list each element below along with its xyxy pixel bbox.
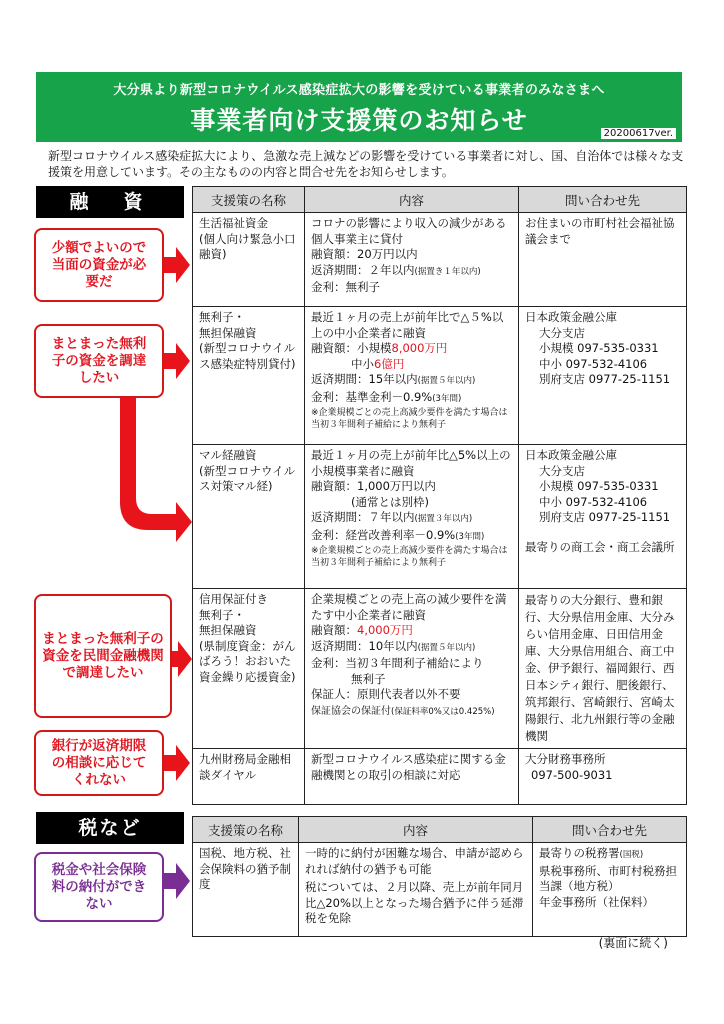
callout-interest-free: まとまった無利子の資金を調達したい bbox=[34, 324, 164, 398]
support-contact: 日本政策金融公庫 大分支店 小規模 097-535-0331 中小 097-532-4106 別府支店 0977-25-1151 最寄りの商工会・商工会議所 bbox=[519, 445, 687, 589]
footer-continued: (裏面に続く) bbox=[598, 936, 668, 950]
support-content: 最近１ヶ月の売上が前年比△5%以上の小規模事業者に融資 融資額：1,000万円以内 (通常とは別枠) 返済期間：７年以内(据置３年以内) 金利：経営改善利率－0.9%(3年間) ※企業規模ごとの売上高減少要件を満たす場合は当初３年間利子補給により無利子 bbox=[305, 445, 519, 589]
support-content: 一時的に納付が困難な場合、申請が認められれば納付の猶予も可能 税については、２月以降、売上が前年同月比△20%以上となった場合猶予に伴う延滞税を免除 bbox=[299, 843, 533, 937]
support-name: 信用保証付き 無利子・ 無担保融資 (県制度資金：がんばろう！おおいた資金繰り応援資金) bbox=[193, 589, 305, 749]
table-row bbox=[193, 445, 687, 589]
arrow-right-icon bbox=[164, 343, 190, 379]
support-contact: 日本政策金融公庫 大分支店 小規模 097-535-0331 中小 097-532-4106 別府支店 0977-25-1151 bbox=[519, 307, 687, 445]
support-contact: お住まいの市町村社会福祉協議会まで bbox=[519, 213, 687, 307]
section-label-loans: 融 資 bbox=[36, 186, 184, 218]
support-contact: 大分財務事務所 097-500-9031 bbox=[519, 749, 687, 805]
col-header-content: 内容 bbox=[305, 187, 519, 213]
table-row bbox=[193, 843, 687, 937]
col-header-content: 内容 bbox=[299, 817, 533, 843]
callout-private-bank: まとまった無利子の資金を民間金融機関で調達したい bbox=[34, 594, 172, 718]
table-row bbox=[193, 749, 687, 805]
callout-small-funds: 少額でよいので当面の資金が必要だ bbox=[34, 228, 164, 302]
support-content: 最近１ヶ月の売上が前年比で△５%以上の中小企業者に融資 融資額：小規模8,000万円 中小6億円 返済期間：15年以内(据置５年以内) 金利：基準金利－0.9%(3年間) ※企業規模ごとの売上高減少要件を満たす場合は当初３年間利子補給により無利子 bbox=[305, 307, 519, 445]
col-header-name: 支援策の名称 bbox=[193, 817, 299, 843]
loans-table bbox=[192, 186, 687, 805]
support-content: 新型コロナウイルス感染症に関する金融機関との取引の相談に対応 bbox=[305, 749, 519, 805]
support-name: マル経融資 (新型コロナウイルス対策マル経) bbox=[193, 445, 305, 589]
version-label: 20200617ver. bbox=[601, 128, 676, 139]
table-row bbox=[193, 589, 687, 749]
support-content: コロナの影響により収入の減少がある個人事業主に貸付 融資額：20万円以内 返済期間：２年以内(据置き１年以内) 金利：無利子 bbox=[305, 213, 519, 307]
table-row bbox=[193, 307, 687, 445]
support-name: 九州財務局金融相談ダイヤル bbox=[193, 749, 305, 805]
intro-text: 新型コロナウイルス感染症拡大により、急激な売上減などの影響を受けている事業者に対し、国、自治体では様々な支援策を用意しています。その主なものの内容と問合せ先をお知らせします。 bbox=[48, 149, 684, 179]
header-banner bbox=[36, 72, 682, 142]
support-name: 無利子・ 無担保融資 (新型コロナウイルス感染症特別貸付) bbox=[193, 307, 305, 445]
support-contact: 最寄りの大分銀行、豊和銀行、大分県信用金庫、大分みらい信用金庫、日田信用金庫、大分県信用組合、商工中金、伊予銀行、福岡銀行、西日本シティ銀行、肥後銀行、筑邦銀行、宮崎銀行、宮崎太陽銀行、北九州銀行等の金融機関 bbox=[519, 589, 687, 749]
arrow-right-icon bbox=[164, 247, 190, 283]
section-label-tax: 税など bbox=[36, 812, 184, 844]
col-header-contact: 問い合わせ先 bbox=[533, 817, 687, 843]
support-name: 国税、地方税、社会保険料の猶予制度 bbox=[193, 843, 299, 937]
support-content: 企業規模ごとの売上高の減少要件を満たす中小企業者に融資 融資額：4,000万円 返済期間：10年以内(据置５年以内) 金利：当初３年間利子補給により 無利子 保証人：原則代表者以外不要 保証協会の保証付(保証料率0%又は0.425%) bbox=[305, 589, 519, 749]
col-header-name: 支援策の名称 bbox=[193, 187, 305, 213]
callout-tax-payment: 税金や社会保険料の納付ができない bbox=[34, 852, 164, 922]
arrow-curve-icon bbox=[120, 398, 192, 542]
callout-repayment: 銀行が返済期限の相談に応じてくれない bbox=[34, 730, 164, 796]
arrow-right-icon bbox=[172, 641, 192, 677]
col-header-contact: 問い合わせ先 bbox=[519, 187, 687, 213]
tax-table bbox=[192, 816, 687, 937]
arrow-right-icon bbox=[164, 745, 190, 781]
support-name: 生活福祉資金 (個人向け緊急小口融資) bbox=[193, 213, 305, 307]
banner-title: 事業者向け支援策のお知らせ bbox=[190, 106, 528, 135]
support-contact: 最寄りの税務署(国税) 県税事務所、市町村税務担当課（地方税） 年金事務所（社保料） bbox=[533, 843, 687, 937]
table-row bbox=[193, 213, 687, 307]
banner-subtitle: 大分県より新型コロナウイルス感染症拡大の影響を受けている事業者のみなさまへ bbox=[113, 83, 605, 98]
arrow-right-icon bbox=[164, 863, 190, 899]
